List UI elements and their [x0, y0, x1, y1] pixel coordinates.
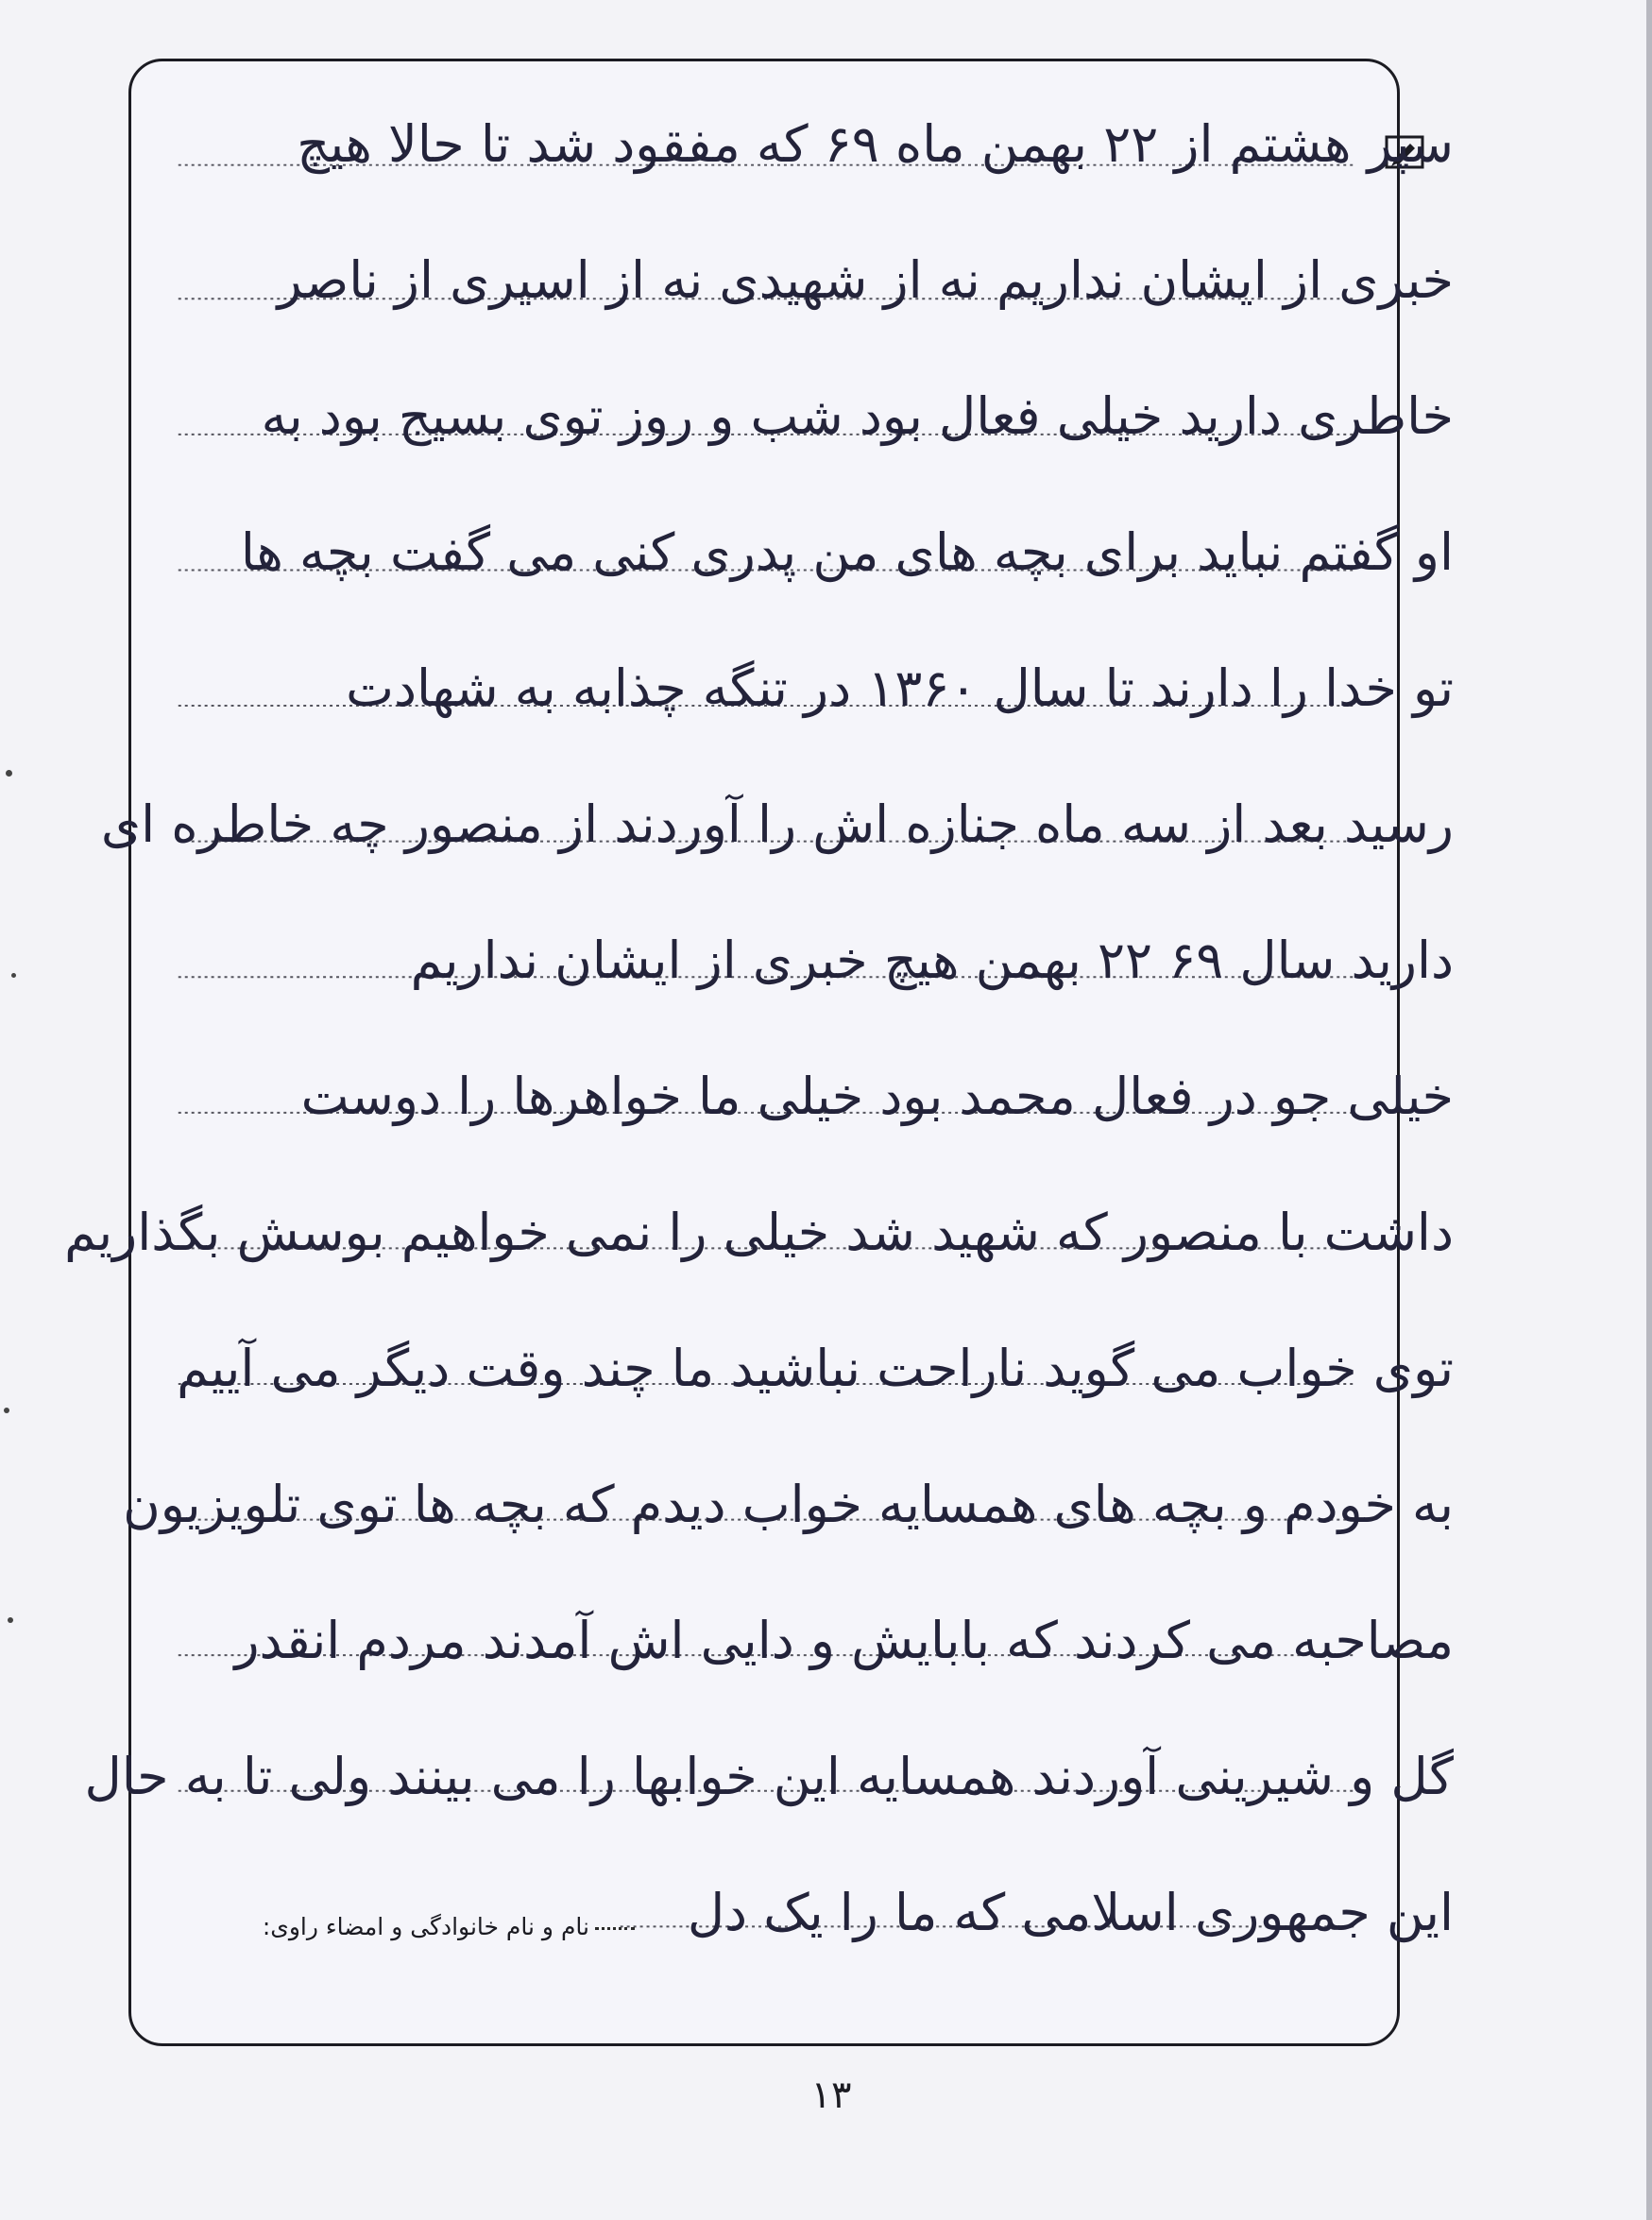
- handwritten-line-10: توی خواب می گوید ناراحت نباشید ما چند وقت دیگر می آییم: [177, 1339, 1454, 1398]
- handwritten-line-6: رسید بعد از سه ماه جنازه اش را آوردند از منصور چه خاطره ای: [100, 794, 1454, 854]
- handwritten-line-3: خاطری دارید خیلی فعال بود شب و روز توی بسیج بود به: [261, 386, 1454, 446]
- narrator-signature-label: نام و نام خانوادگی و امضاء راوی:: [262, 1913, 589, 1940]
- handwritten-line-7: دارید سال ۶۹ ۲۲ بهمن هیچ خبری از ایشان نداریم: [410, 931, 1454, 990]
- handwritten-line-11: به خودم و بچه های همسایه خواب دیدم که بچه ها توی تلویزیون: [123, 1475, 1454, 1534]
- handwritten-line-12: مصاحبه می کردند که بابایش و دایی اش آمدند مردم انقدر: [234, 1611, 1454, 1670]
- handwritten-line-13: گل و شیرینی آوردند همسایه این خوابها را می بینند ولی تا به حال: [84, 1747, 1454, 1806]
- handwritten-line-2: خبری از ایشان نداریم نه از شهیدی نه از اسیری از ناصر: [277, 250, 1454, 310]
- handwritten-line-5: تو خدا را دارند تا سال ۱۳۶۰ در تنگه چذابه به شهادت: [346, 658, 1454, 718]
- handwritten-line-14: این جمهوری اسلامی که ما را یک دل: [687, 1883, 1454, 1942]
- handwritten-line-9: داشت با منصور که شهید شد خیلی را نمی خواهیم بوسش بگذاریم: [64, 1203, 1454, 1262]
- scan-speck: [4, 1408, 9, 1413]
- scan-speck: [6, 770, 12, 777]
- handwritten-line-4: او گفتم نباید برای بچه های من پدری کنی می گفت بچه ها: [240, 522, 1454, 582]
- page-edge: [1646, 0, 1652, 2220]
- handwritten-line-1: سپر هشتم از ۲۲ بهمن ماه ۶۹ که مفقود شد تا حالا هیچ: [297, 114, 1454, 174]
- signature-dotted-line: [595, 1927, 635, 1932]
- handwritten-line-8: خیلی جو در فعال محمد بود خیلی ما خواهرها را دوست: [300, 1067, 1454, 1126]
- scan-speck: [8, 1617, 13, 1623]
- page-number: ۱۳: [810, 2074, 852, 2117]
- scan-speck: [11, 973, 16, 978]
